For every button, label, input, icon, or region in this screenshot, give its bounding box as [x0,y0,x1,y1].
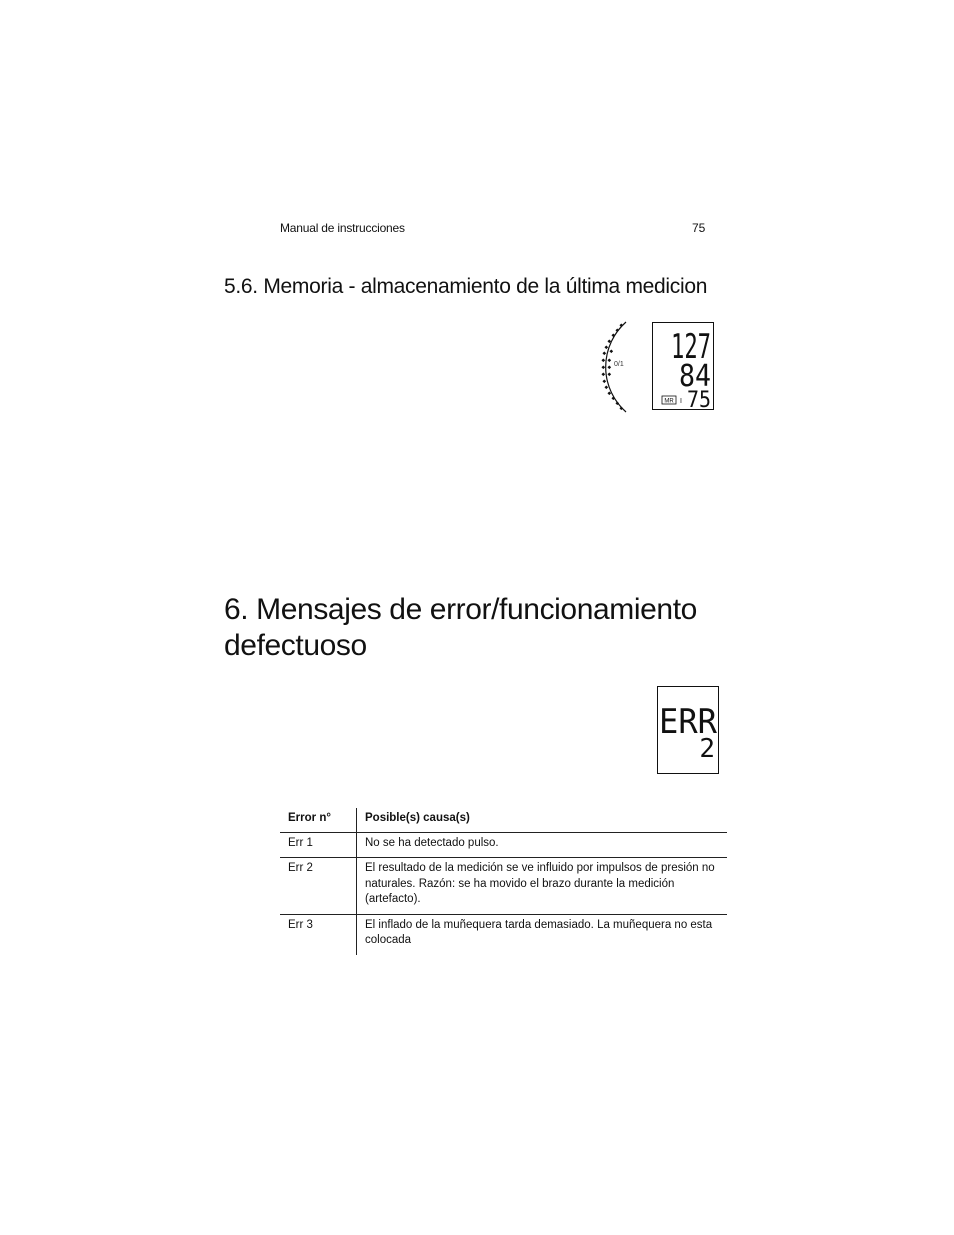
diastolic-value: 84 [679,359,711,394]
error-section-heading: 6. Mensajes de error/funcionamiento defectuoso [224,593,697,662]
error-code: 2 [699,734,715,764]
arc-scale-label: 0/1 [614,361,624,368]
error-cause-cell: El resultado de la medición se ve influido por impulsos de presión no naturales. Razón: se ha movido el brazo durante la medición (artefacto). [357,858,728,915]
systolic-value: 127 [671,327,711,367]
error-label: ERR [659,702,718,742]
table-row [280,914,727,955]
table-row [280,832,727,858]
memory-badge: MR [664,398,674,405]
memory-section-heading: 5.6. Memoria - almacenamiento de la última medicion [224,275,708,298]
pulse-value: 75 [687,388,711,413]
error-code-cell: Err 1 [280,832,357,858]
error-lcd-display [657,686,719,774]
page-number: 75 [692,221,706,235]
error-code-cell: Err 3 [280,914,357,955]
error-table [280,808,727,955]
error-table-header-row [280,808,727,832]
table-row [280,858,727,915]
pressure-scale-arc-illustration [588,320,634,414]
memory-slot: I [680,398,682,405]
error-cause-cell: No se ha detectado pulso. [357,832,728,858]
error-code-cell: Err 2 [280,858,357,915]
running-header-title: Manual de instrucciones [280,221,405,235]
column-header-error-number: Error n° [280,808,357,832]
memory-lcd-display [652,322,714,413]
error-cause-cell: El inflado de la muñequera tarda demasiado. La muñequera no esta colocada [365,918,713,946]
column-header-causes: Posible(s) causa(s) [357,808,728,832]
